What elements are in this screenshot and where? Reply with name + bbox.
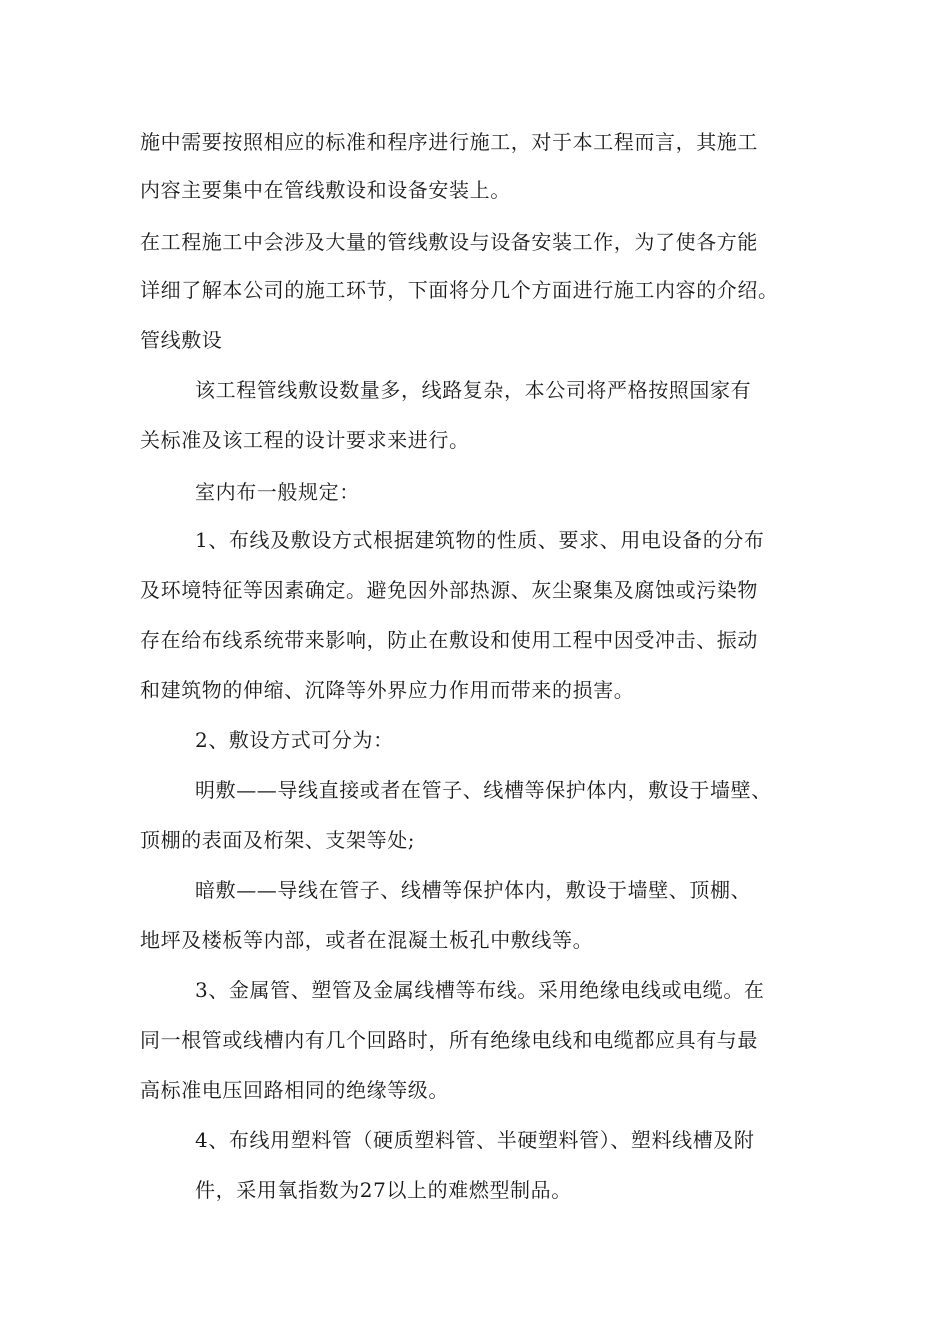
paragraph-line: 室内布一般规定： — [195, 480, 360, 504]
paragraph-line: 关标准及该工程的设计要求来进行。 — [140, 428, 470, 452]
list-item-1: 1、布线及敷设方式根据建筑物的性质、要求、用电设备的分布 — [195, 528, 765, 552]
paragraph-line: 同一根管或线槽内有几个回路时，所有绝缘电线和电缆都应具有与最 — [140, 1028, 758, 1052]
paragraph-line: 施中需要按照相应的标准和程序进行施工，对于本工程而言，其施工 — [140, 130, 758, 154]
paragraph-line: 暗敷——导线在管子、线槽等保护体内，敷设于墙壁、顶棚、 — [195, 878, 752, 902]
paragraph-line: 顶棚的表面及桁架、支架等处; — [140, 828, 416, 852]
paragraph-line: 和建筑物的伸缩、沉降等外界应力作用而带来的损害。 — [140, 678, 635, 702]
paragraph-line: 在工程施工中会涉及大量的管线敷设与设备安装工作，为了使各方能 — [140, 230, 758, 254]
paragraph-line: 存在给布线系统带来影响，防止在敷设和使用工程中因受冲击、振动 — [140, 628, 758, 652]
paragraph-line: 及环境特征等因素确定。避免因外部热源、灰尘聚集及腐蚀或污染物 — [140, 578, 758, 602]
list-item-3: 3、金属管、塑管及金属线槽等布线。采用绝缘电线或电缆。在 — [195, 978, 765, 1002]
paragraph-line: 地坪及楼板等内部，或者在混凝土板孔中敷线等。 — [140, 928, 594, 952]
section-heading: 管线敷设 — [140, 328, 223, 352]
paragraph-line: 内容主要集中在管线敷设和设备安装上。 — [140, 178, 511, 202]
paragraph-line: 件，采用氧指数为27以上的难燃型制品。 — [195, 1178, 572, 1202]
paragraph-line: 该工程管线敷设数量多，线路复杂，本公司将严格按照国家有 — [195, 378, 752, 402]
paragraph-line: 明敷——导线直接或者在管子、线槽等保护体内，敷设于墙壁、 — [195, 778, 772, 802]
list-item-2: 2、敷设方式可分为： — [195, 728, 394, 752]
paragraph-line: 详细了解本公司的施工环节，下面将分几个方面进行施工内容的介绍。 — [140, 278, 779, 302]
paragraph-line: 高标准电压回路相同的绝缘等级。 — [140, 1078, 449, 1102]
list-item-4: 4、布线用塑料管（硬质塑料管、半硬塑料管）、塑料线槽及附 — [195, 1128, 755, 1152]
